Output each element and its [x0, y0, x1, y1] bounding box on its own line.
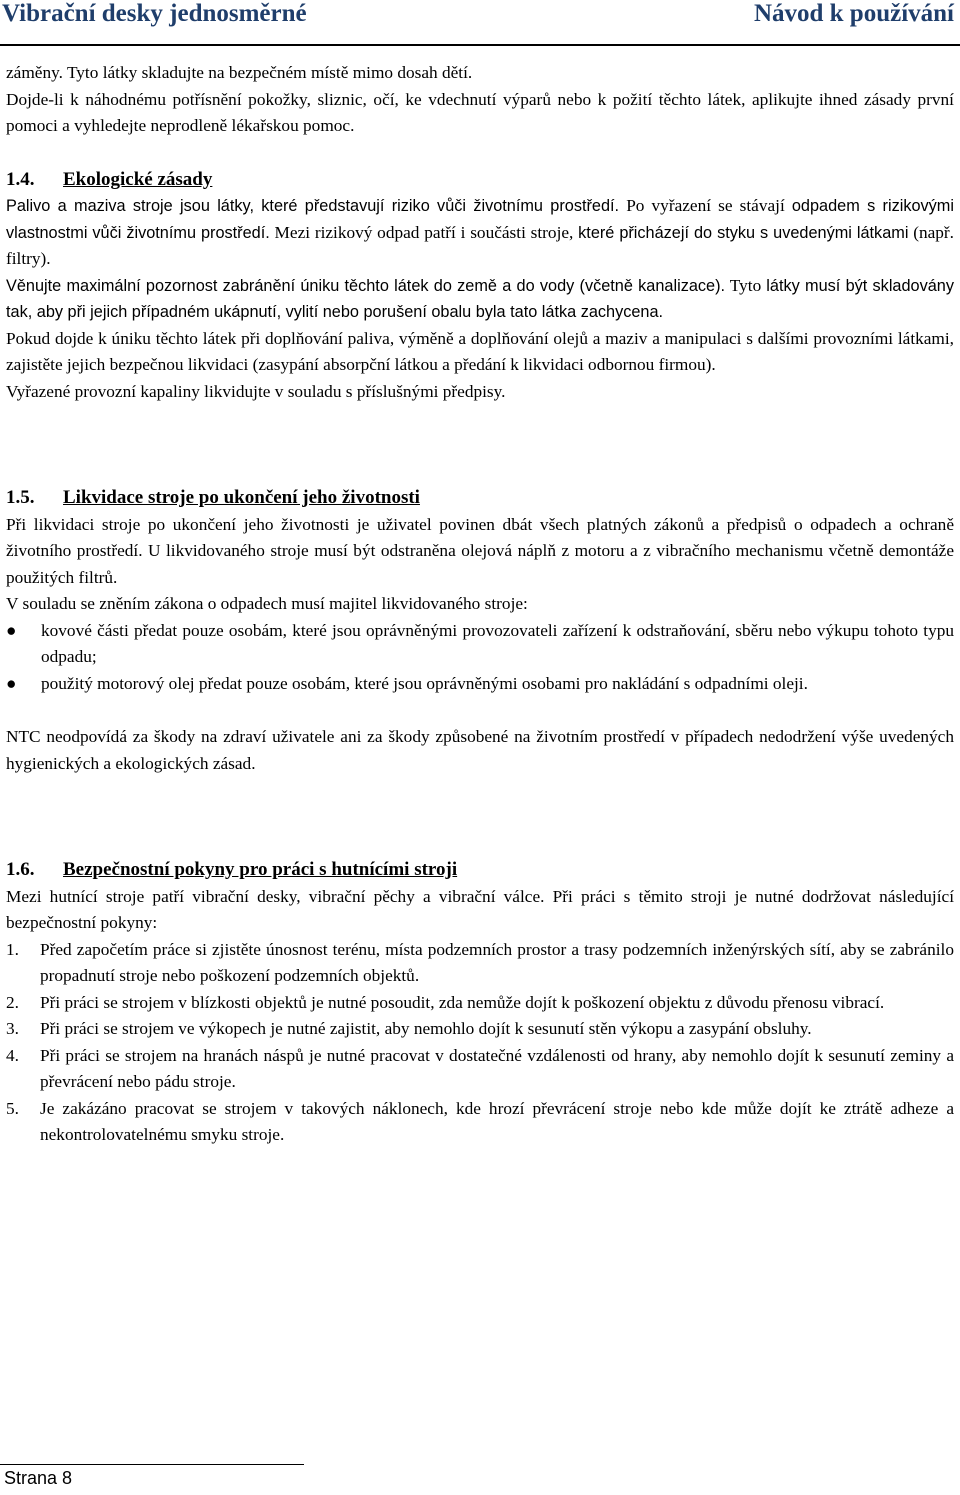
- section-heading-1-6: [6, 857, 954, 884]
- paragraph: Věnujte maximální pozornost zabránění úniku těchto látek do země a do vody (včetně kanalizace). Tyto látky musí být skladovány tak, aby při jejich případném ukápnutí, vylití nebo porušení obalu byla tato látka zachycena.: [6, 275, 954, 321]
- intro-paragraph: Dojde-li k náhodnému potřísnění pokožky, sliznic, očí, ke vdechnutí výparů nebo k požití těchto látek, aplikujte ihned zásady první pomoci a vyhledejte neprodleně lékařskou pomoc.: [6, 89, 954, 135]
- intro-paragraph: záměny. Tyto látky skladujte na bezpečném místě mimo dosah dětí.: [6, 63, 473, 82]
- section-number: 1.4.: [6, 168, 35, 190]
- list-item: 5. Je zakázáno pracovat se strojem v takových náklonech, kde hrozí převrácení stroje nebo kde může dojít ke ztrátě adheze a nekontrolovatelnému smyku stroje.: [6, 1098, 954, 1144]
- paragraph: V souladu se zněním zákona o odpadech musí majitel likvidovaného stroje:: [6, 594, 528, 613]
- section-heading-1-5: [6, 485, 954, 512]
- page-footer: [0, 1464, 304, 1489]
- document-title: Vibrační desky jednosměrné: [2, 0, 307, 27]
- list-item: ● kovové části předat pouze osobám, které jsou oprávněnými provozovateli zařízení k odstraňování, sběru nebo výkupu tohoto typu odpadu;: [6, 618, 954, 671]
- page-header: [0, 0, 960, 46]
- page-content: [6, 60, 954, 1149]
- bullet-icon: ●: [6, 620, 17, 640]
- paragraph: Pokud dojde k úniku těchto látek při doplňování paliva, výměně a doplňování olejů a maziv a manipulaci s dalšími provozními látkami, zajistěte jejich bezpečnou likvidaci (zasypání absorpční látkou a předání k likvidaci odbornou firmou).: [6, 328, 954, 374]
- list-item: 3. Při práci se strojem ve výkopech je nutné zajistit, aby nemohlo dojít k sesunutí stěn výkopu a zasypání obsluhy.: [6, 1019, 812, 1038]
- paragraph: NTC neodpovídá za škody na zdraví uživatele ani za škody způsobené na životním prostředí v případech nedodržení výše uvedených hygienických a ekologických zásad.: [6, 727, 954, 773]
- paragraph: Při likvidaci stroje po ukončení jeho životnosti je uživatel povinen dbát všech platných zákonů a předpisů o odpadech a ochraně životního prostředí. U likvidovaného stroje musí být odstraněna olejová náplň z motoru a z vibračního mechanismu včetně demontáže použitých filtrů.: [6, 514, 954, 587]
- section-number: 1.6.: [6, 859, 35, 880]
- list-item: 4. Při práci se strojem na hranách náspů je nutné pracovat v dostatečné vzdálenosti od hrany, aby nemohlo dojít k sesunutí zeminy a převrácení nebo pádu stroje.: [6, 1045, 954, 1091]
- section-heading-1-4: [6, 167, 954, 194]
- section-title: Ekologické zásady: [63, 168, 213, 190]
- page-number: Strana 8: [4, 1468, 73, 1488]
- section-title: Likvidace stroje po ukončení jeho životnosti: [63, 487, 420, 508]
- numbered-list: [6, 937, 954, 1149]
- paragraph: Vyřazené provozní kapaliny likvidujte v souladu s příslušnými předpisy.: [6, 381, 506, 401]
- list-item: 1. Před započetím práce si zjistěte únosnost terénu, místa podzemních prostor a trasy podzemních inženýrských sítí, aby se zabránilo propadnutí stroje nebo poškození podzemních objektů.: [6, 939, 954, 985]
- paragraph: Palivo a maziva stroje jsou látky, které představují riziko vůči životnímu prostředí. Po vyřazení se stávají odpadem s rizikovými vlastnostmi vůči životnímu prostředí. Mezi rizikový odpad patří i součásti stroje, které přicházejí do styku s uvedenými látkami (např. filtry).: [6, 196, 955, 268]
- paragraph: Mezi hutnící stroje patří vibrační desky, vibrační pěchy a vibrační válce. Při práci s těmito stroji je nutné dodržovat následující bezpečnostní pokyny:: [6, 886, 954, 932]
- bullet-icon: ●: [6, 673, 17, 693]
- section-title: Bezpečnostní pokyny pro práci s hutnícími stroji: [63, 859, 458, 880]
- list-item: 2. Při práci se strojem v blízkosti objektů je nutné posoudit, zda nemůže dojít k poškození objektu z důvodu přenosu vibrací.: [6, 992, 885, 1012]
- bullet-list: [6, 618, 954, 698]
- list-item: ● použitý motorový olej předat pouze osobám, které jsou oprávněnými osobami pro nakládání s odpadními oleji.: [6, 671, 954, 698]
- section-number: 1.5.: [6, 487, 35, 508]
- document-type: Návod k používání: [753, 0, 954, 27]
